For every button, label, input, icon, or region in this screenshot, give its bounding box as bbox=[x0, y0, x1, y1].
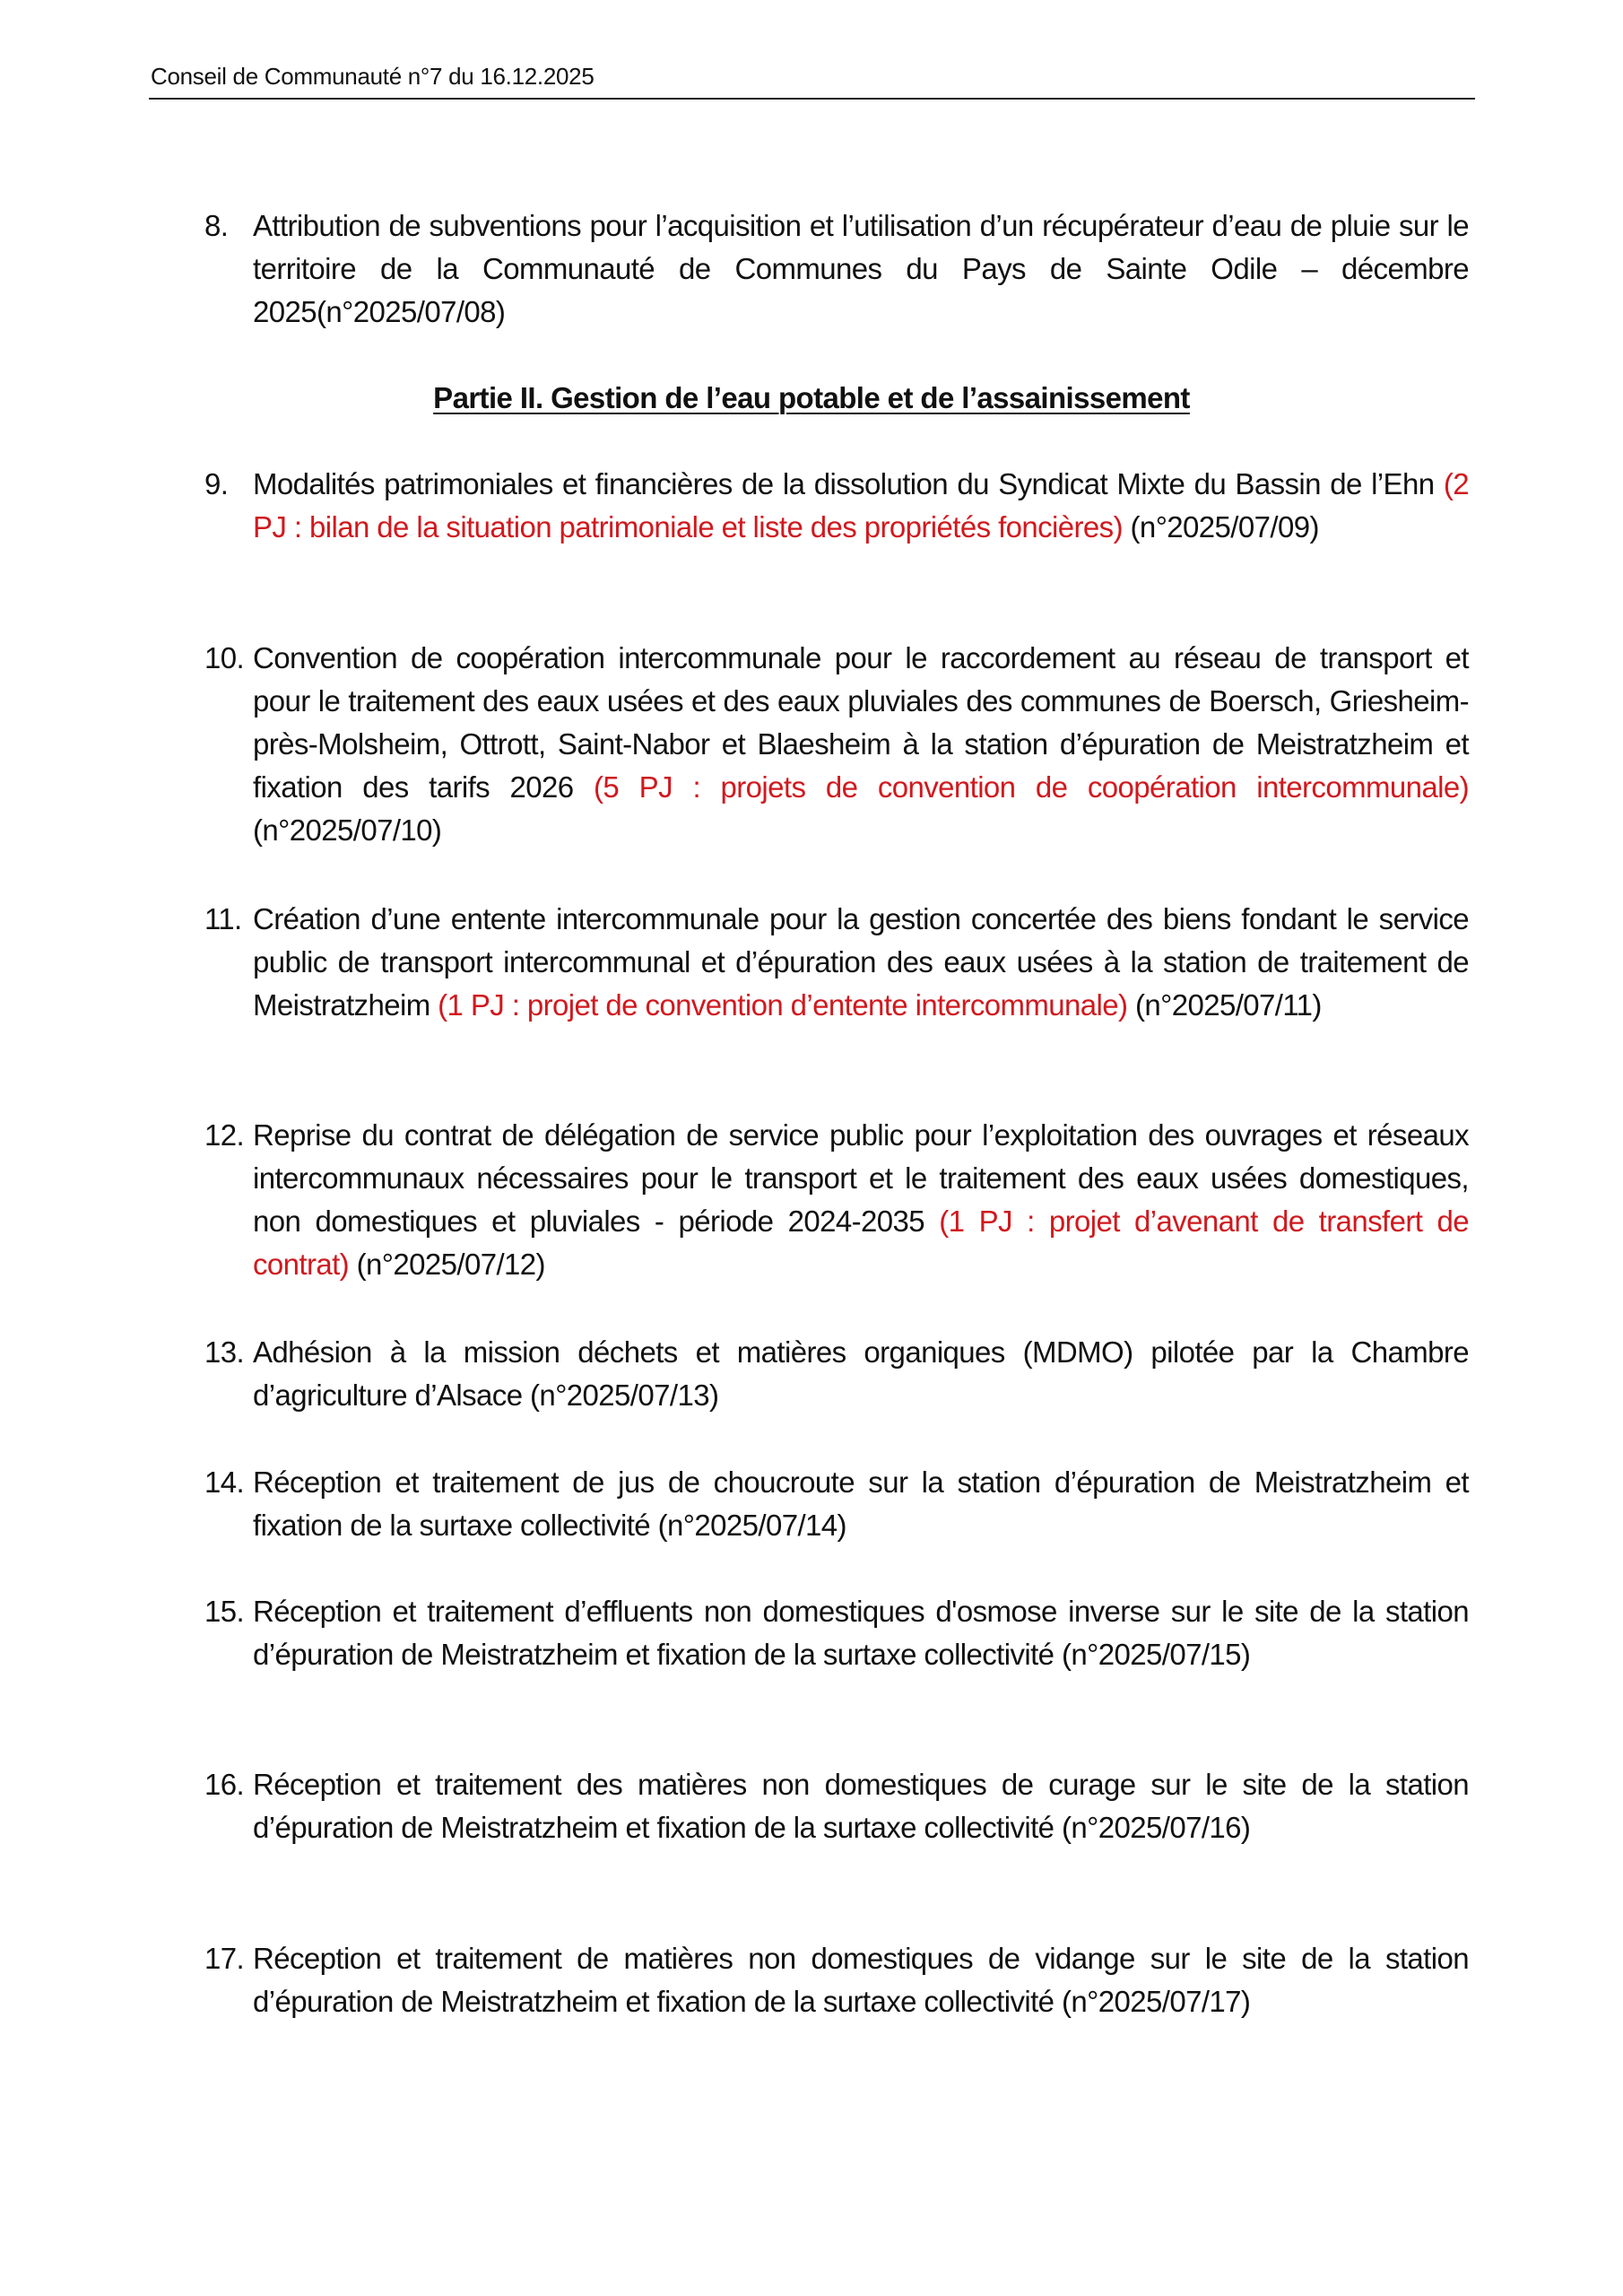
item-text: Réception et traitement d’effluents non domestiques d'osmose inverse sur le site de la station d’épuration de Meistratzheim et fixation de la surtaxe collectivité bbox=[253, 1595, 1469, 1671]
agenda-item bbox=[204, 1590, 1469, 1676]
item-reference: (n°2025/07/08) bbox=[317, 295, 506, 328]
item-reference: (n°2025/07/12) bbox=[356, 1248, 545, 1281]
item-body bbox=[253, 204, 1469, 334]
item-attachment: (5 PJ : projets de convention de coopération intercommunale) bbox=[594, 770, 1470, 804]
item-body bbox=[253, 1461, 1469, 1547]
agenda-item bbox=[204, 204, 1469, 334]
item-reference: (n°2025/07/17) bbox=[1062, 1985, 1251, 2018]
item-number: 16. bbox=[204, 1768, 245, 1801]
item-number: 10. bbox=[204, 641, 245, 674]
item-text: Modalités patrimoniales et financières de la dissolution du Syndicat Mixte du Bassin de l’Ehn bbox=[253, 467, 1435, 500]
item-number: 9. bbox=[204, 467, 229, 500]
agenda-item bbox=[204, 463, 1469, 549]
item-body bbox=[253, 1937, 1469, 2023]
item-body bbox=[253, 1590, 1469, 1676]
item-reference: (n°2025/07/15) bbox=[1062, 1638, 1251, 1671]
header-divider bbox=[149, 98, 1475, 100]
item-reference: (n°2025/07/13) bbox=[530, 1378, 719, 1412]
item-body bbox=[253, 1763, 1469, 1849]
item-text: Adhésion à la mission déchets et matières organiques (MDMO) pilotée par la Chambre d’agriculture d’Alsace bbox=[253, 1335, 1469, 1412]
item-body bbox=[253, 898, 1469, 1027]
item-reference: (n°2025/07/09) bbox=[1130, 510, 1319, 544]
item-text: Réception et traitement de matières non domestiques de vidange sur le site de la station d’épuration de Meistratzheim et fixation de la surtaxe collectivité bbox=[253, 1942, 1469, 2018]
item-reference: (n°2025/07/14) bbox=[657, 1509, 846, 1542]
item-reference: (n°2025/07/11) bbox=[1134, 988, 1322, 1022]
agenda-item bbox=[204, 1114, 1469, 1286]
item-reference: (n°2025/07/10) bbox=[253, 813, 442, 847]
item-text: Reprise du contrat de délégation de service public pour l’exploitation des ouvrages et réseaux intercommunaux nécessaires pour le transport et le traitement des eaux usées domestiques, non domestiques et pluviales - période 2024-2035 bbox=[253, 1118, 1469, 1238]
agenda-item bbox=[204, 1461, 1469, 1547]
item-number: 15. bbox=[204, 1595, 245, 1628]
item-body bbox=[253, 637, 1469, 852]
section-title bbox=[0, 377, 1623, 420]
item-text: Convention de coopération intercommunale pour le raccordement au réseau de transport et pour le traitement des eaux usées et des eaux pluviales des communes de Boersch, Griesheim-près-Molsheim, Ottrott, Saint-Nabor et Blaesheim à la station d’épuration de Meistratzheim et fixation des tarifs 2026 bbox=[253, 641, 1469, 804]
item-text: Attribution de subventions pour l’acquisition et l’utilisation d’un récupérateur d’eau de pluie sur le territoire de la Communauté de Communes du Pays de Sainte Odile – décembre 2025 bbox=[253, 209, 1469, 328]
item-body bbox=[253, 463, 1469, 549]
item-reference: (n°2025/07/16) bbox=[1062, 1811, 1251, 1844]
item-attachment: (1 PJ : projet d’avenant de transfert de contrat) bbox=[253, 1205, 1470, 1281]
agenda-item bbox=[204, 1331, 1469, 1417]
item-number: 13. bbox=[204, 1335, 245, 1369]
item-number: 8. bbox=[204, 209, 229, 242]
page-header: Conseil de Communauté n°7 du 16.12.2025 bbox=[151, 63, 595, 90]
section-title-text: Partie II. Gestion de l’eau potable et de l’assainissement bbox=[433, 381, 1190, 414]
item-body bbox=[253, 1114, 1469, 1286]
item-text: Réception et traitement des matières non domestiques de curage sur le site de la station d’épuration de Meistratzheim et fixation de la surtaxe collectivité bbox=[253, 1768, 1469, 1844]
item-number: 14. bbox=[204, 1465, 245, 1499]
item-text: Réception et traitement de jus de choucroute sur la station d’épuration de Meistratzheim et fixation de la surtaxe collectivité bbox=[253, 1465, 1469, 1542]
item-number: 17. bbox=[204, 1942, 245, 1975]
agenda-item bbox=[204, 898, 1469, 1027]
agenda-item bbox=[204, 637, 1469, 852]
item-text: Création d’une entente intercommunale pour la gestion concertée des biens fondant le service public de transport intercommunal et d’épuration des eaux usées à la station de traitement de Meistratzheim bbox=[253, 902, 1469, 1022]
item-body bbox=[253, 1331, 1469, 1417]
item-number: 11. bbox=[204, 902, 242, 935]
item-attachment: (1 PJ : projet de convention d’entente intercommunale) bbox=[438, 988, 1128, 1022]
agenda-item bbox=[204, 1937, 1469, 2023]
item-number: 12. bbox=[204, 1118, 245, 1152]
item-attachment: (2 PJ : bilan de la situation patrimoniale et liste des propriétés foncières) bbox=[253, 467, 1469, 544]
agenda-item bbox=[204, 1763, 1469, 1849]
